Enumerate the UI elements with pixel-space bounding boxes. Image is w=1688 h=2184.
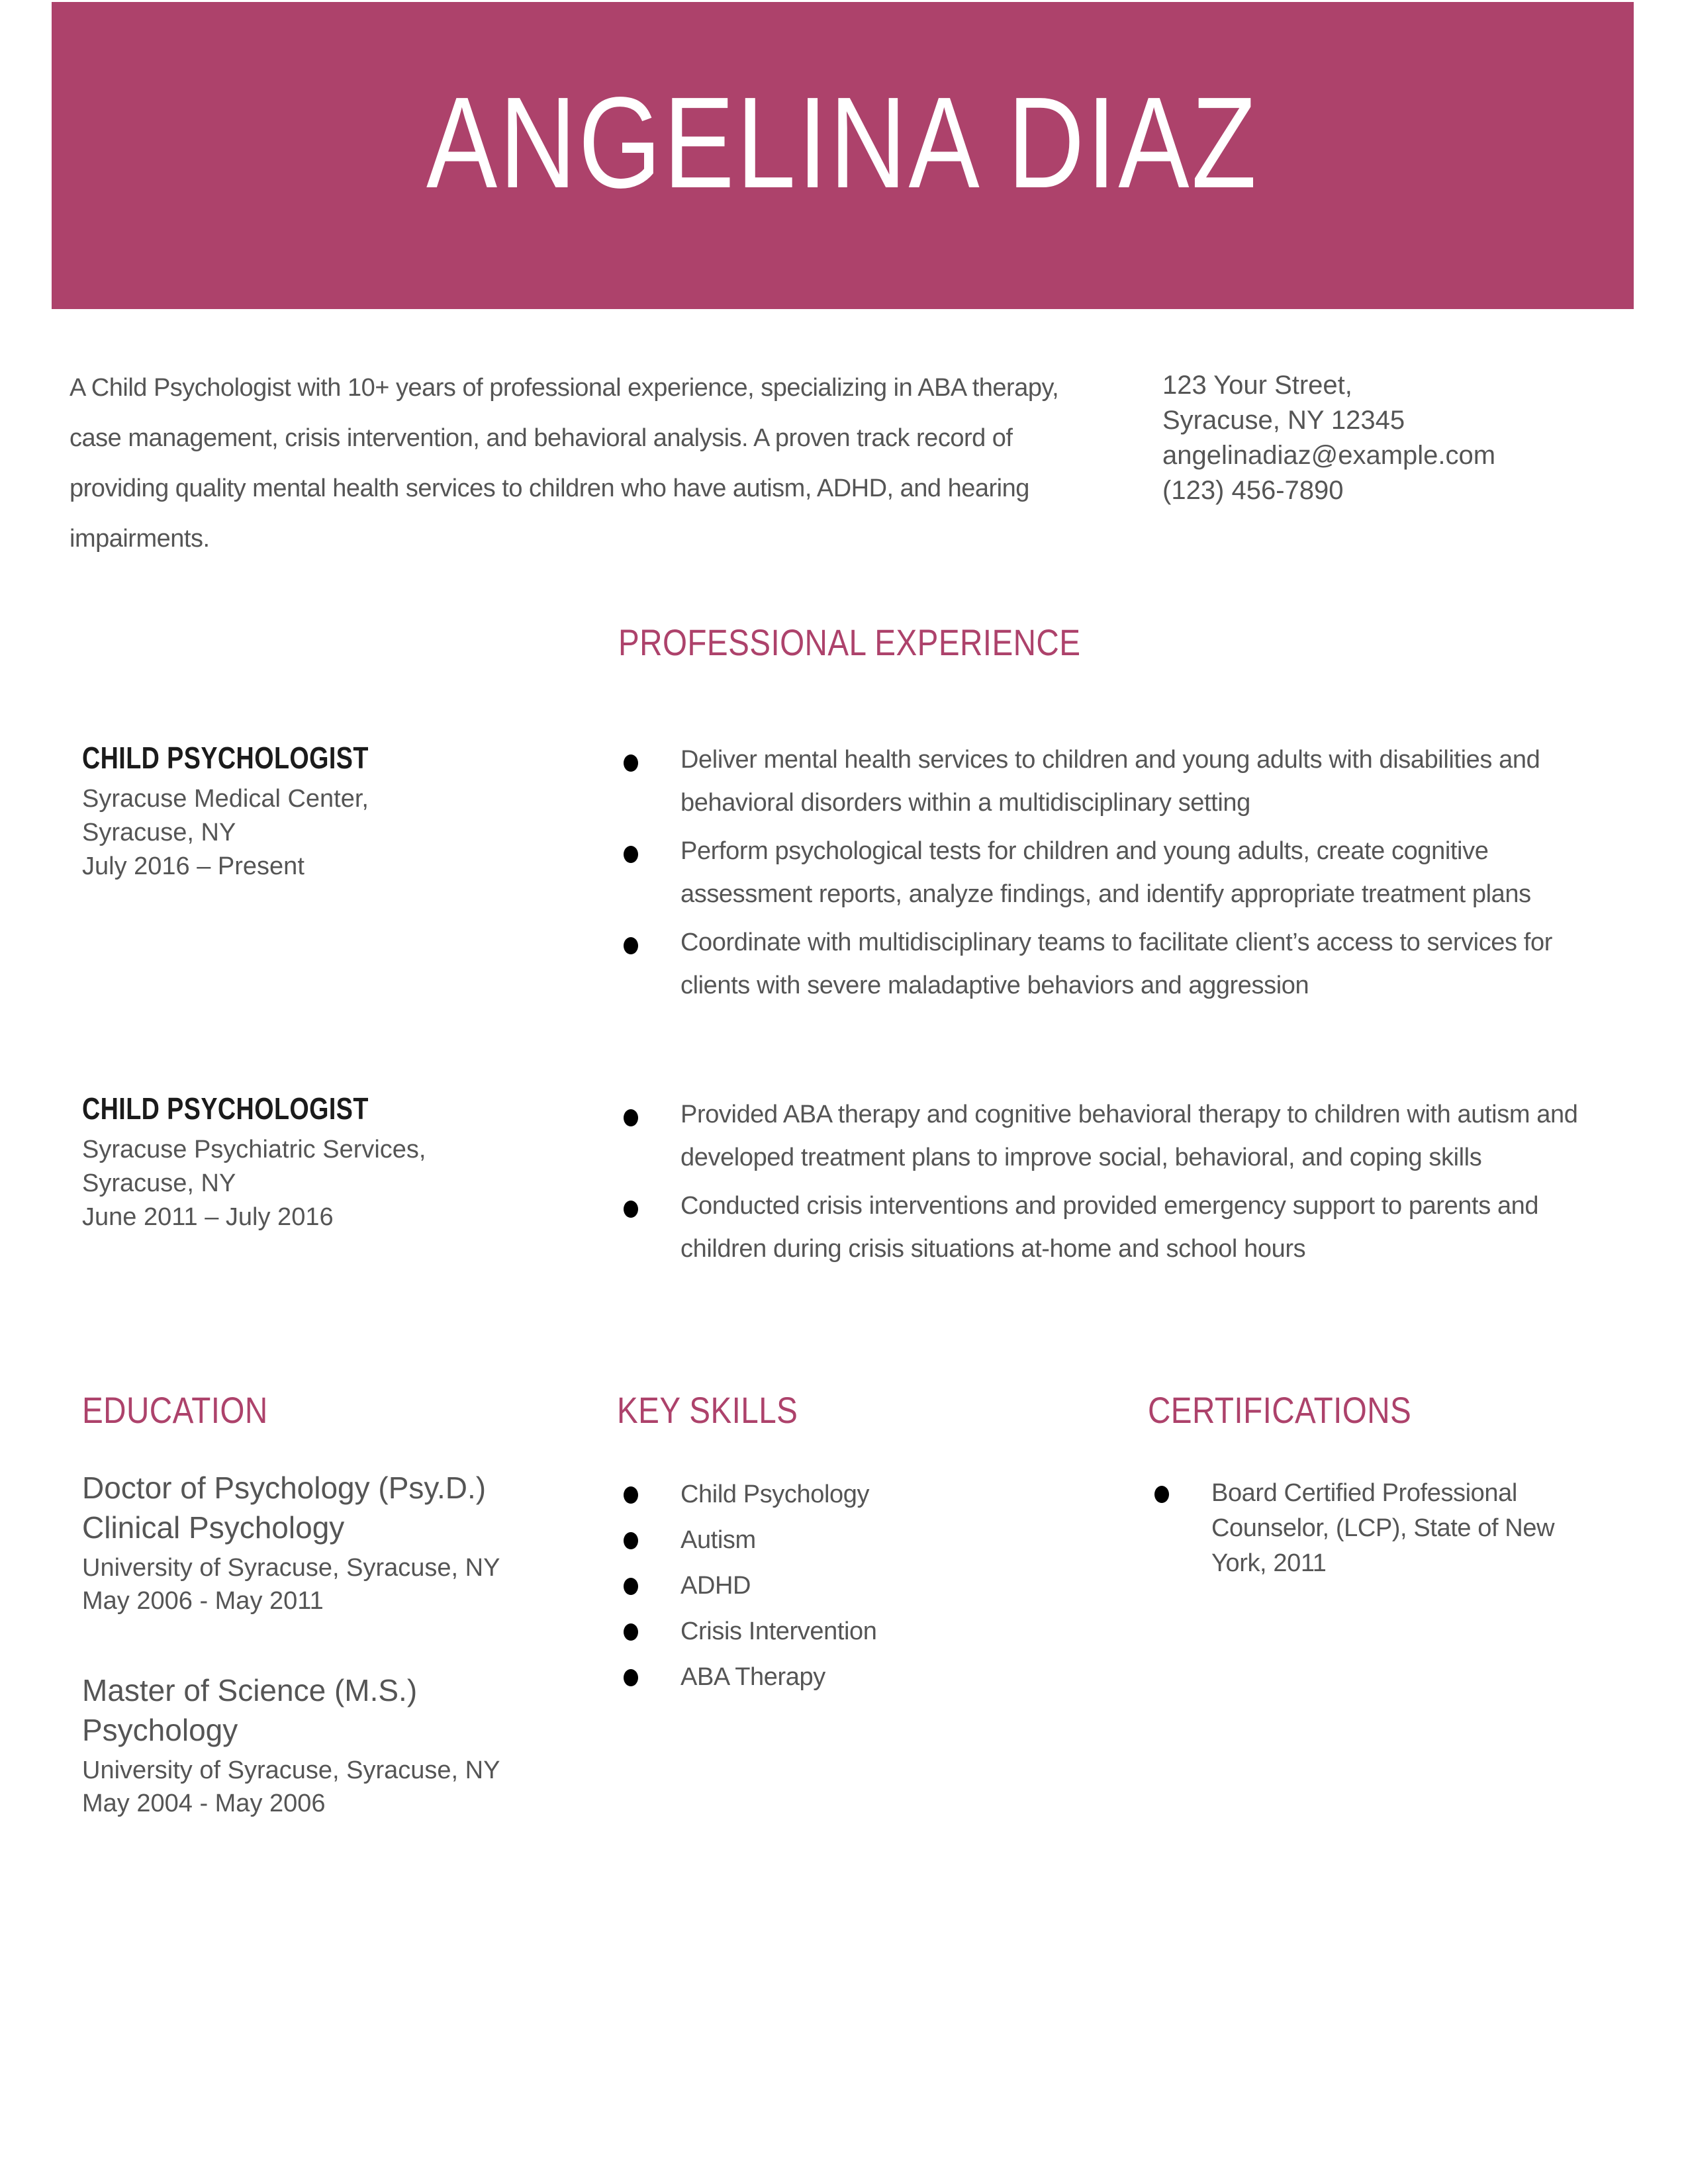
job-company: Syracuse Medical Center,	[82, 785, 369, 813]
degree-name: Master of Science (M.S.)	[82, 1673, 418, 1707]
section-title-skills: KEY SKILLS	[617, 1389, 798, 1431]
section-title-experience: PROFESSIONAL EXPERIENCE	[618, 621, 1081, 663]
contact-email[interactable]: angelinadiaz@example.com	[1162, 441, 1496, 470]
bullet-icon	[1154, 1486, 1169, 1503]
job-title: CHILD PSYCHOLOGIST	[82, 741, 369, 775]
list-item: Crisis Intervention	[621, 1609, 1084, 1655]
summary-line: case management, crisis intervention, and behavioral analysis. A proven track record of	[70, 424, 1013, 452]
contact-phone: (123) 456-7890	[1162, 476, 1344, 505]
job-meta	[82, 1091, 545, 1234]
bullet-icon	[624, 1486, 638, 1504]
contact-city: Syracuse, NY 12345	[1162, 406, 1405, 435]
job-company: Syracuse Psychiatric Services,	[82, 1136, 426, 1163]
header-banner	[52, 2, 1634, 309]
contact-street: 123 Your Street,	[1162, 371, 1352, 400]
education-item	[82, 1468, 559, 1617]
bullet-icon	[624, 754, 638, 772]
school-name: University of Syracuse, Syracuse, NY	[82, 1756, 500, 1784]
job-location: Syracuse, NY	[82, 819, 236, 846]
degree-field: Clinical Psychology	[82, 1510, 345, 1545]
job-title: CHILD PSYCHOLOGIST	[82, 1091, 369, 1126]
bullet-icon	[624, 1578, 638, 1595]
bullet-icon	[624, 1669, 638, 1686]
bullet-icon	[624, 846, 638, 863]
bullet-icon	[624, 1532, 638, 1549]
list-item: ADHD	[621, 1563, 1084, 1609]
education-dates: May 2004 - May 2006	[82, 1790, 326, 1817]
degree-field: Psychology	[82, 1713, 238, 1747]
list-item: Board Certified Professional Counselor, (LCP), State of New York, 2011	[1152, 1476, 1615, 1581]
section-title-education: EDUCATION	[82, 1389, 268, 1431]
bullet-icon	[624, 937, 638, 954]
list-item: Child Psychology	[621, 1472, 1084, 1518]
list-item: Coordinate with multidisciplinary teams to facilitate client’s access to services for clients with severe maladaptive behaviors and aggression	[621, 921, 1587, 1007]
summary-line: providing quality mental health services to children who have autism, ADHD, and hearing	[70, 475, 1029, 502]
bullet-icon	[624, 1201, 638, 1218]
degree-name: Doctor of Psychology (Psy.D.)	[82, 1471, 487, 1505]
job-bullets	[621, 1093, 1587, 1276]
list-item: ABA Therapy	[621, 1655, 1084, 1700]
list-item: Autism	[621, 1518, 1084, 1563]
candidate-name: ANGELINA DIAZ	[426, 69, 1259, 215]
summary-paragraph	[70, 363, 1115, 564]
list-item: Conducted crisis interventions and provided emergency support to parents and children during crisis situations at-home and school hours	[621, 1185, 1587, 1271]
certifications-list	[1152, 1476, 1615, 1586]
job-dates: July 2016 – Present	[82, 852, 305, 880]
bullet-icon	[624, 1623, 638, 1641]
school-name: University of Syracuse, Syracuse, NY	[82, 1554, 500, 1582]
job-location: Syracuse, NY	[82, 1169, 236, 1197]
job-bullets	[621, 739, 1587, 1013]
list-item: Perform psychological tests for children and young adults, create cognitive assessment reports, analyze findings, and identify appropriate treatment plans	[621, 830, 1587, 916]
contact-block	[1162, 368, 1626, 508]
education-dates: May 2006 - May 2011	[82, 1587, 324, 1615]
summary-line: A Child Psychologist with 10+ years of professional experience, specializing in ABA therapy,	[70, 374, 1059, 402]
section-title-certifications: CERTIFICATIONS	[1148, 1389, 1412, 1431]
skills-list	[621, 1472, 1084, 1700]
bullet-icon	[624, 1109, 638, 1126]
summary-line: impairments.	[70, 525, 210, 553]
list-item: Deliver mental health services to children and young adults with disabilities and behavioral disorders within a multidisciplinary setting	[621, 739, 1587, 825]
job-meta	[82, 740, 545, 884]
job-dates: June 2011 – July 2016	[82, 1203, 334, 1231]
education-item	[82, 1670, 559, 1820]
list-item: Provided ABA therapy and cognitive behavioral therapy to children with autism and developed treatment plans to improve social, behavioral, and coping skills	[621, 1093, 1587, 1179]
